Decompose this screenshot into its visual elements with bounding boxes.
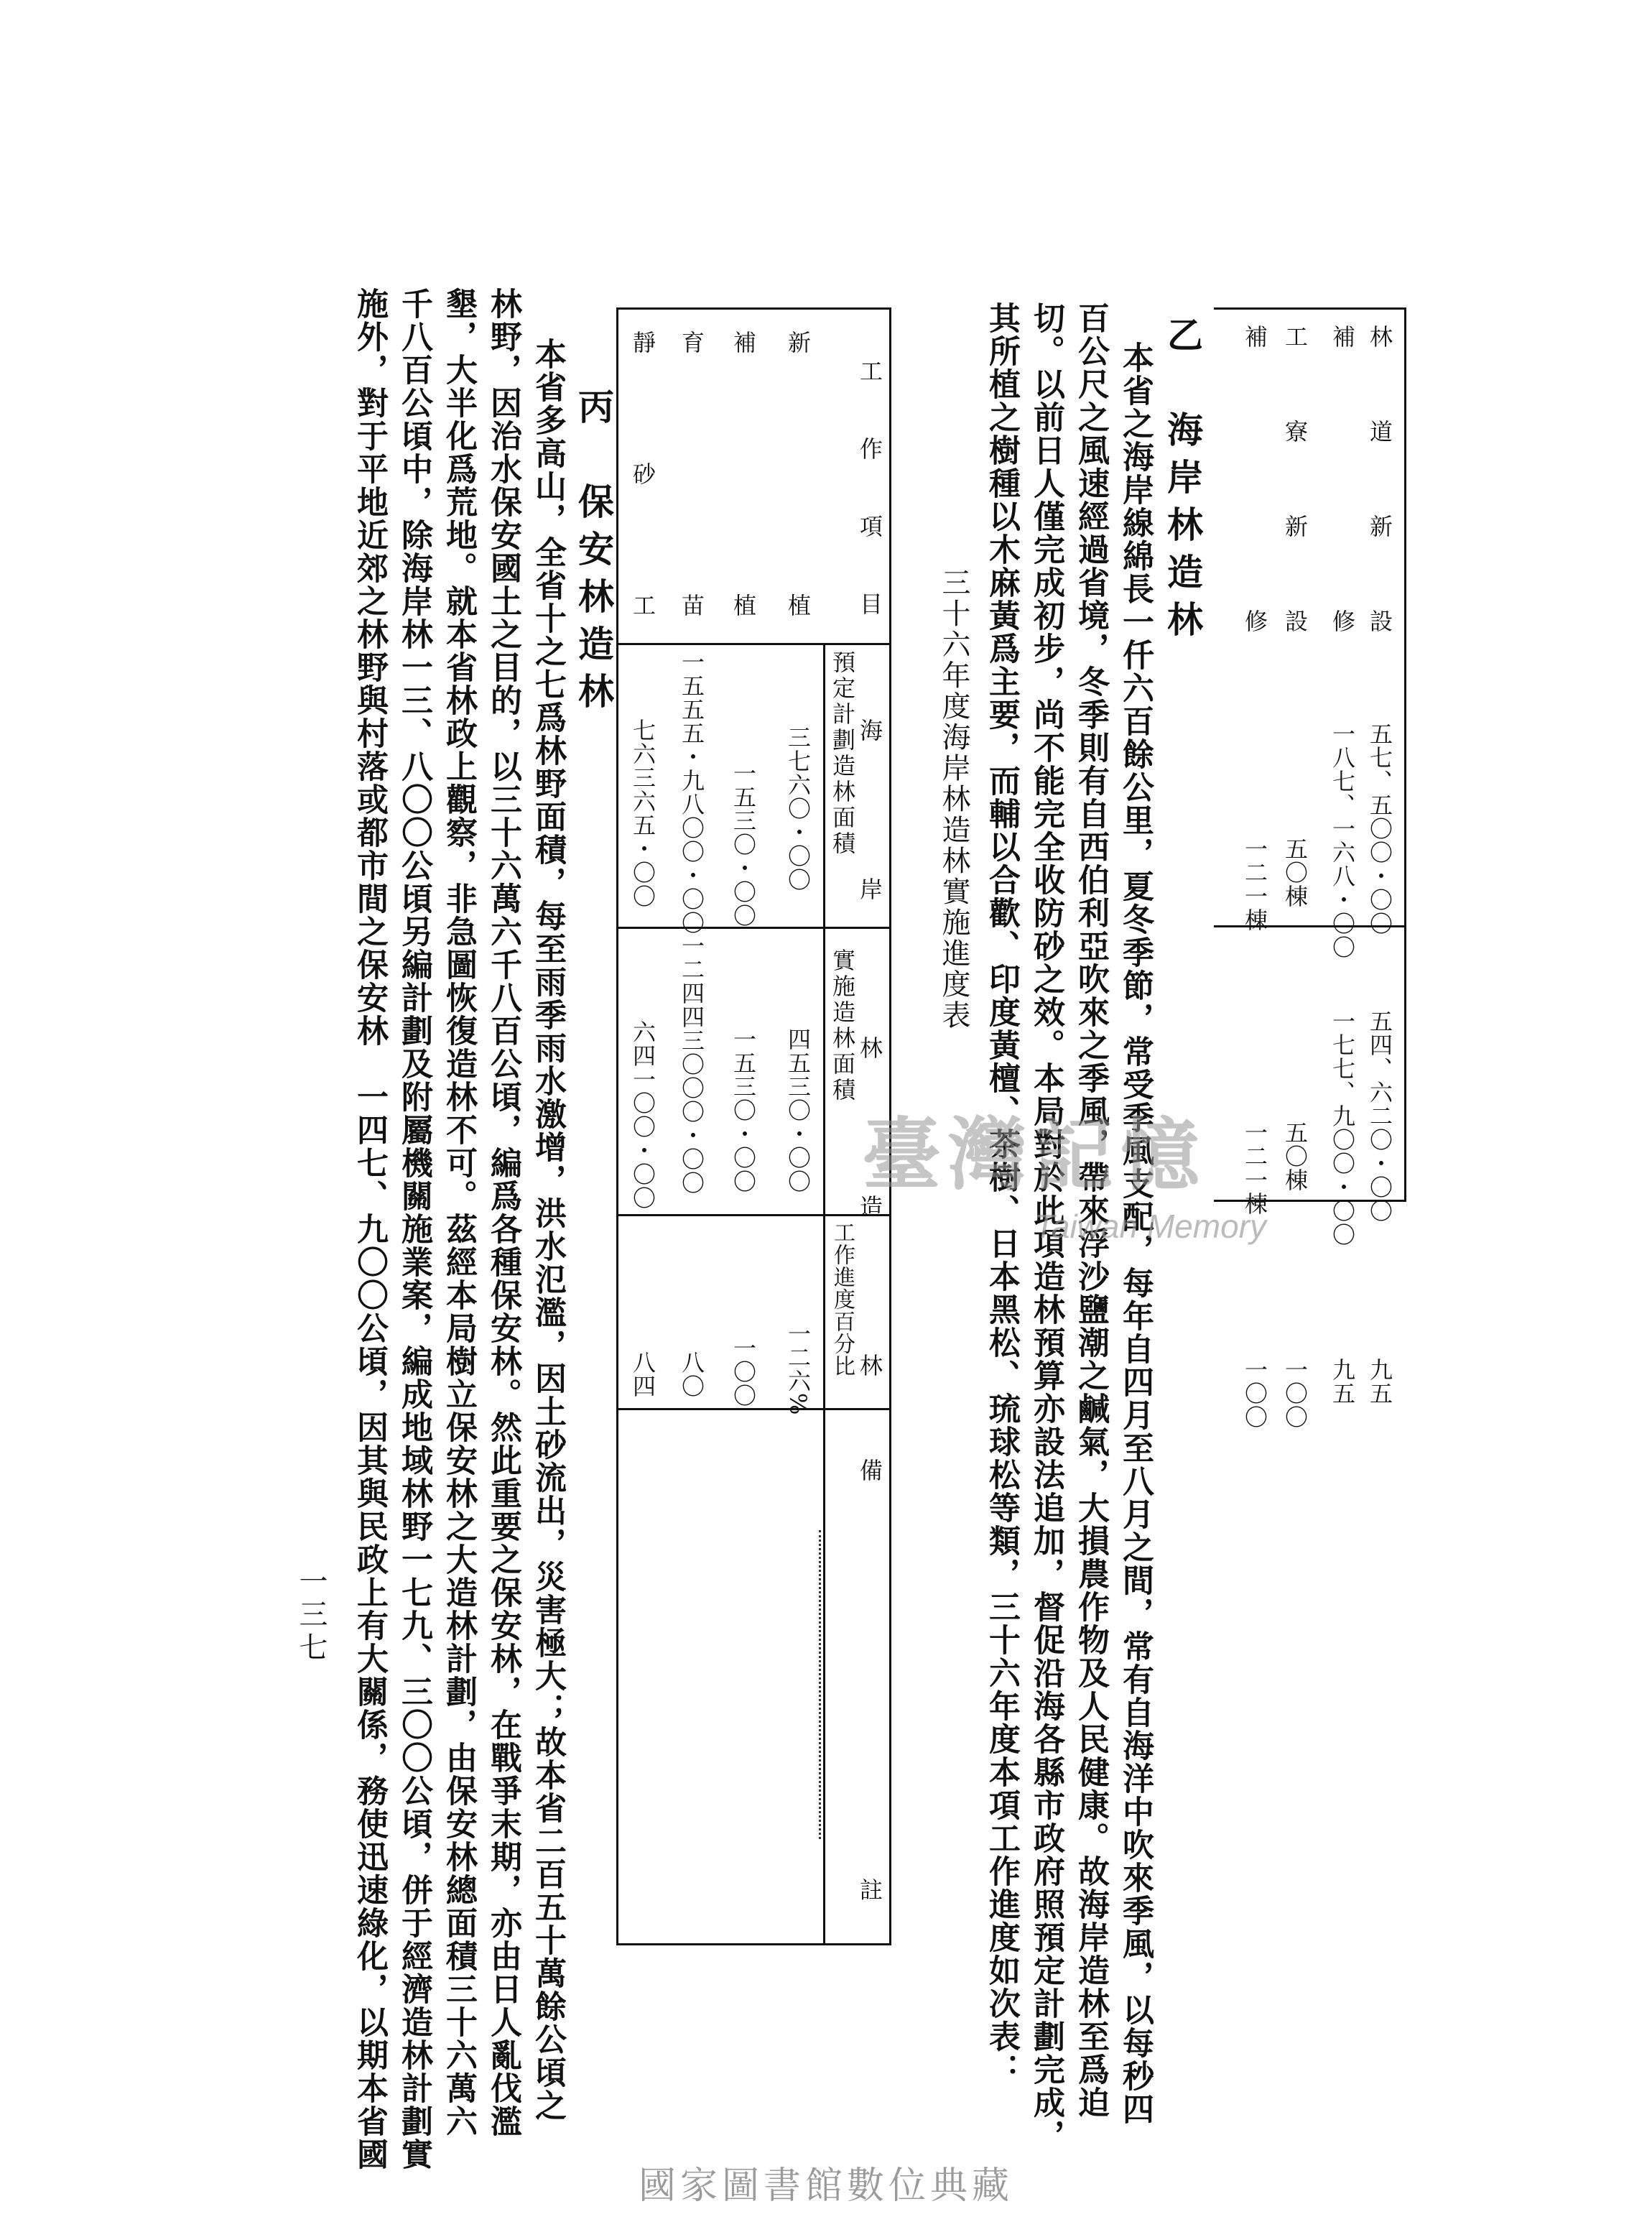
header-plan: 預定計劃造林面積	[829, 650, 856, 857]
paragraph-line: 百公尺之風速經過省境，冬季則有自西伯利亞吹來之季風，帶來浮沙鹽潮之鹹氣，大損農作物及人民健康。故海岸造林至爲迫	[1072, 302, 1109, 2119]
row-rule	[616, 1214, 891, 1216]
table-cell-actual: 五〇棟	[1281, 1121, 1309, 1192]
header-column-rule	[823, 643, 825, 1943]
footer-archive-label: 國家圖書館數位典藏	[638, 2165, 1013, 2208]
section-heading-coastal: 乙 海岸林造林	[1161, 316, 1204, 648]
watermark-logo: 臺灣記憶	[862, 1108, 1207, 1201]
row-actual: 一二四四三〇〇〇・〇〇	[678, 934, 705, 1195]
row-plan: 一五五五・九八〇〇・〇〇	[678, 650, 705, 935]
table-cell-actual: 一二一棟	[1241, 1121, 1268, 1216]
row-actual: 一五三〇・〇〇	[730, 1027, 757, 1193]
table-border-bottom	[616, 1943, 891, 1945]
paragraph-line: 其所植之樹種以木麻黃爲主要，而輔以合歡、印度黃檀、茶樹、日本黑松、琉球松等類，三十六年度本項工作進度如次表：	[983, 302, 1020, 2086]
table-cell-plan: 一八七、一六八・〇〇	[1329, 722, 1356, 959]
header-item: 工作項目	[856, 359, 883, 618]
row-item: 靜砂工	[629, 330, 656, 618]
paragraph-line: 墾，大半化爲荒地。就本省林政上觀察，非急圖恢復造林不可。茲經本局樹立保安林之大造林計劃，由保安林總面積三十六萬六	[440, 287, 477, 2138]
table-cell-actual: 五四、六二〇・〇〇	[1366, 1009, 1393, 1223]
watermark-subtitle: Taiwan Memory	[1034, 1208, 1266, 1245]
row-pct: 八四	[629, 1351, 656, 1398]
header-actual: 實施造林面積	[829, 948, 856, 1103]
table-cell-pct: 九五	[1329, 1358, 1356, 1405]
table-label: 補修	[1241, 325, 1268, 634]
table-cell-pct: 九五	[1366, 1358, 1393, 1405]
table-title: 海岸林造林	[856, 718, 883, 1379]
row-actual: 六四一〇〇・〇〇	[629, 1020, 656, 1210]
paragraph-line: 施外，對于平地近郊之林野與村落或都市間之保安林 一四七、九〇〇公頃，因其與民政上有大關係，務使迅速綠化，以期本省國	[351, 287, 388, 2171]
table-cell-plan: 五七、五〇〇・〇〇	[1366, 722, 1393, 935]
row-pct: 八〇	[678, 1351, 705, 1398]
paragraph-line: 本省之海岸線綿長一仟六百餘公里，夏冬季節，常受季風支配，每年自四月至八月之間，常有自海洋中吹來季風，以每秒四	[1117, 341, 1154, 2126]
table-cell-plan: 五〇棟	[1281, 837, 1309, 908]
note-column-dots	[819, 1530, 821, 1839]
paragraph-line: 千八百公頃中，除海岸林一三、八〇〇公頃另編計劃及附屬機關施業案，編成地域林野一七九、三〇〇公頃，併于經濟造林計劃實	[396, 287, 432, 2171]
paragraph-line: 林野，因治水保安國土之目的，以三十六萬六千八百公頃，編爲各種保安林。然此重要之保安林，在戰爭末期，亦由日人亂伐濫	[485, 287, 521, 2138]
table-cell-actual: 一七七、九〇〇・〇〇	[1329, 1009, 1356, 1246]
table-border-top	[616, 307, 891, 310]
row-item: 育苗	[678, 330, 705, 618]
row-item: 補植	[730, 330, 757, 618]
header-pct: 工作進度百分比	[830, 1221, 855, 1377]
paragraph-line: 本省多高山，全省十之七爲林野面積，每至雨季雨水激增，洪水氾濫，因土砂流出，災害極大；故本省二百五十萬餘公頃之	[529, 338, 566, 2122]
page-number: 一三七	[294, 1566, 328, 1665]
row-plan: 七六三六五・〇〇	[629, 718, 656, 908]
table-label: 工寮新設	[1281, 325, 1309, 634]
row-plan: 三七六〇・〇〇	[784, 726, 812, 892]
row-actual: 四五三〇・〇〇	[784, 1027, 812, 1193]
table-right-border	[1404, 307, 1406, 1202]
row-plan: 一五三〇・〇〇	[730, 761, 757, 927]
section-heading-protection: 丙 保安林造林	[572, 388, 615, 720]
table-label: 林道新設	[1366, 325, 1393, 634]
row-rule	[616, 1408, 891, 1410]
table-label: 補修	[1329, 325, 1356, 634]
table-cell-plan: 一二一棟	[1241, 837, 1268, 932]
table-cell-pct: 一〇〇	[1281, 1358, 1309, 1429]
table-top-border	[1214, 307, 1406, 310]
row-pct: 一二六%	[784, 1322, 812, 1416]
header-separator	[616, 643, 891, 645]
row-item: 新植	[784, 330, 812, 618]
header-note: 備註	[856, 1458, 883, 1904]
table-cell-pct: 一〇〇	[1241, 1358, 1268, 1429]
paragraph-line: 切。以前日人僅完成初步，尚不能完全收防砂之效。本局對於此項造林預算亦設法追加，督促沿海各縣市政府照預定計劃完成，	[1028, 302, 1064, 2152]
table-caption: 三十六年度海岸林造林實施進度表	[937, 568, 970, 1031]
row-pct: 一〇〇	[730, 1336, 757, 1407]
